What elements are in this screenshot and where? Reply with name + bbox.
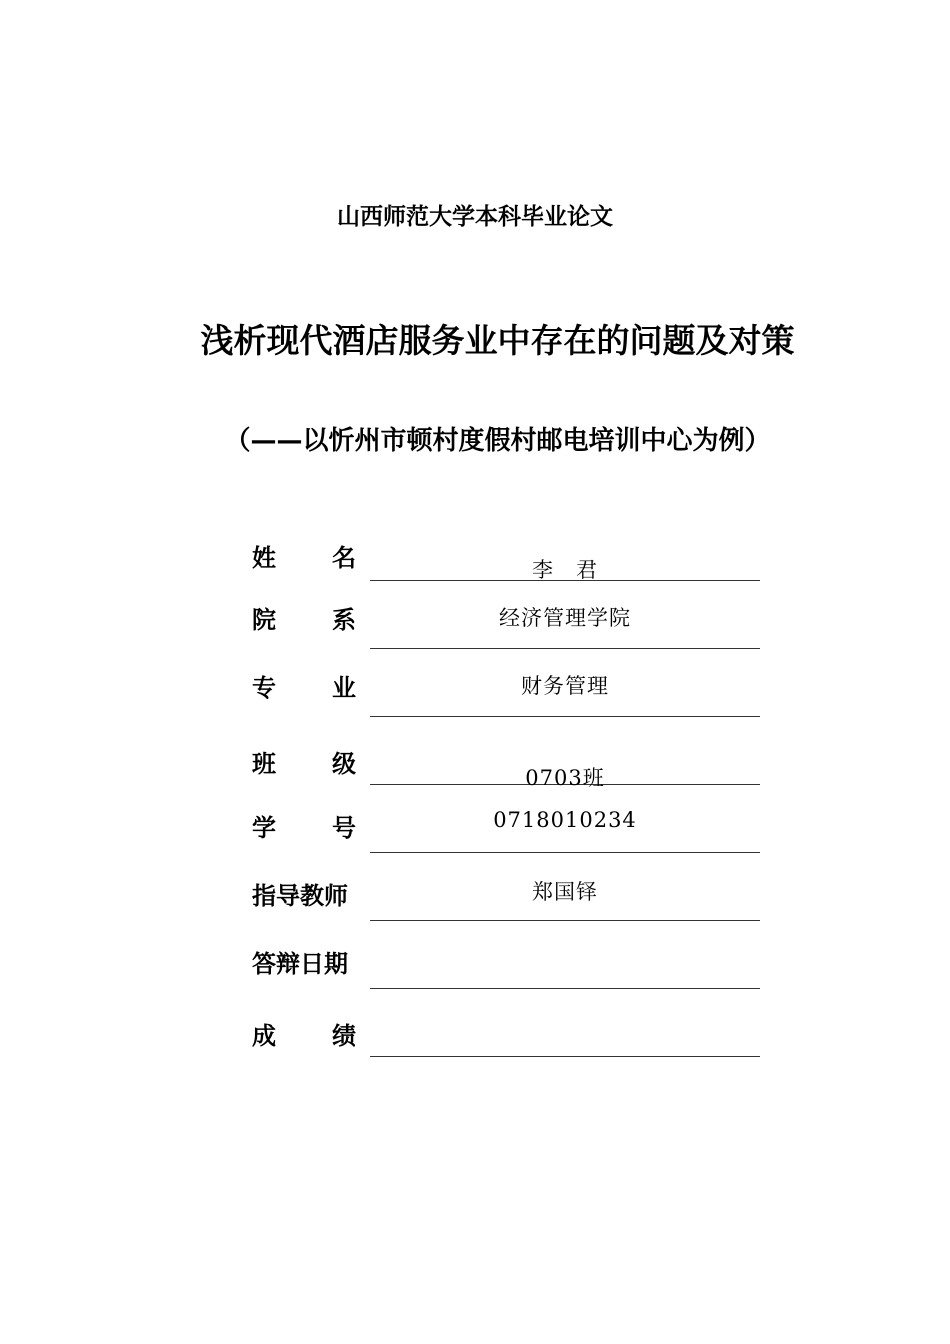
major-value: 财务管理 bbox=[521, 674, 609, 698]
name-label bbox=[252, 538, 356, 573]
info-row-defense-date bbox=[252, 938, 772, 1006]
thesis-subtitle: （——以忻州市顿村度假村邮电培训中心为例） bbox=[224, 426, 771, 456]
class-value: 0703班 bbox=[525, 766, 605, 790]
info-row-department bbox=[252, 598, 772, 666]
class-label-char-1: 班 bbox=[252, 750, 276, 778]
university-title: 山西师范大学本科毕业论文 bbox=[337, 204, 613, 230]
info-row-class bbox=[252, 734, 772, 802]
info-row-student-id bbox=[252, 802, 772, 870]
department-label-char-2: 系 bbox=[332, 606, 356, 634]
info-row-advisor bbox=[252, 870, 772, 938]
major-label-char-1: 专 bbox=[252, 674, 276, 702]
advisor-field bbox=[370, 870, 760, 921]
defense-date-label: 答辩日期 bbox=[252, 950, 348, 978]
class-label bbox=[252, 744, 356, 779]
student-info-form bbox=[252, 530, 772, 1074]
grade-label-char-2: 绩 bbox=[332, 1022, 356, 1050]
class-field bbox=[370, 734, 760, 790]
name-field bbox=[370, 530, 760, 581]
student-id-label-char-2: 号 bbox=[332, 814, 356, 842]
student-id-label-char-1: 学 bbox=[252, 814, 276, 842]
grade-label bbox=[252, 1016, 356, 1051]
advisor-value: 郑国铎 bbox=[532, 880, 598, 904]
name-label-char-2: 名 bbox=[332, 544, 356, 572]
student-id-label bbox=[252, 808, 356, 843]
grade-label-char-1: 成 bbox=[252, 1022, 276, 1050]
advisor-label: 指导教师 bbox=[252, 882, 348, 910]
thesis-title: 浅析现代酒店服务业中存在的问题及对策 bbox=[200, 321, 795, 360]
info-row-major bbox=[252, 666, 772, 734]
name-value: 李 君 bbox=[532, 558, 598, 582]
department-label bbox=[252, 600, 356, 635]
defense-date-field[interactable] bbox=[370, 938, 760, 989]
student-id-value: 0718010234 bbox=[493, 808, 637, 832]
name-label-char-1: 姓 bbox=[252, 544, 276, 572]
department-field bbox=[370, 598, 760, 649]
department-label-char-1: 院 bbox=[252, 606, 276, 634]
info-row-name bbox=[252, 530, 772, 598]
major-label bbox=[252, 668, 356, 703]
grade-field[interactable] bbox=[370, 1006, 760, 1057]
major-label-char-2: 业 bbox=[332, 674, 356, 702]
department-value: 经济管理学院 bbox=[499, 606, 631, 630]
major-field bbox=[370, 666, 760, 717]
class-label-char-2: 级 bbox=[332, 750, 356, 778]
student-id-field bbox=[370, 802, 760, 853]
info-row-grade bbox=[252, 1006, 772, 1074]
